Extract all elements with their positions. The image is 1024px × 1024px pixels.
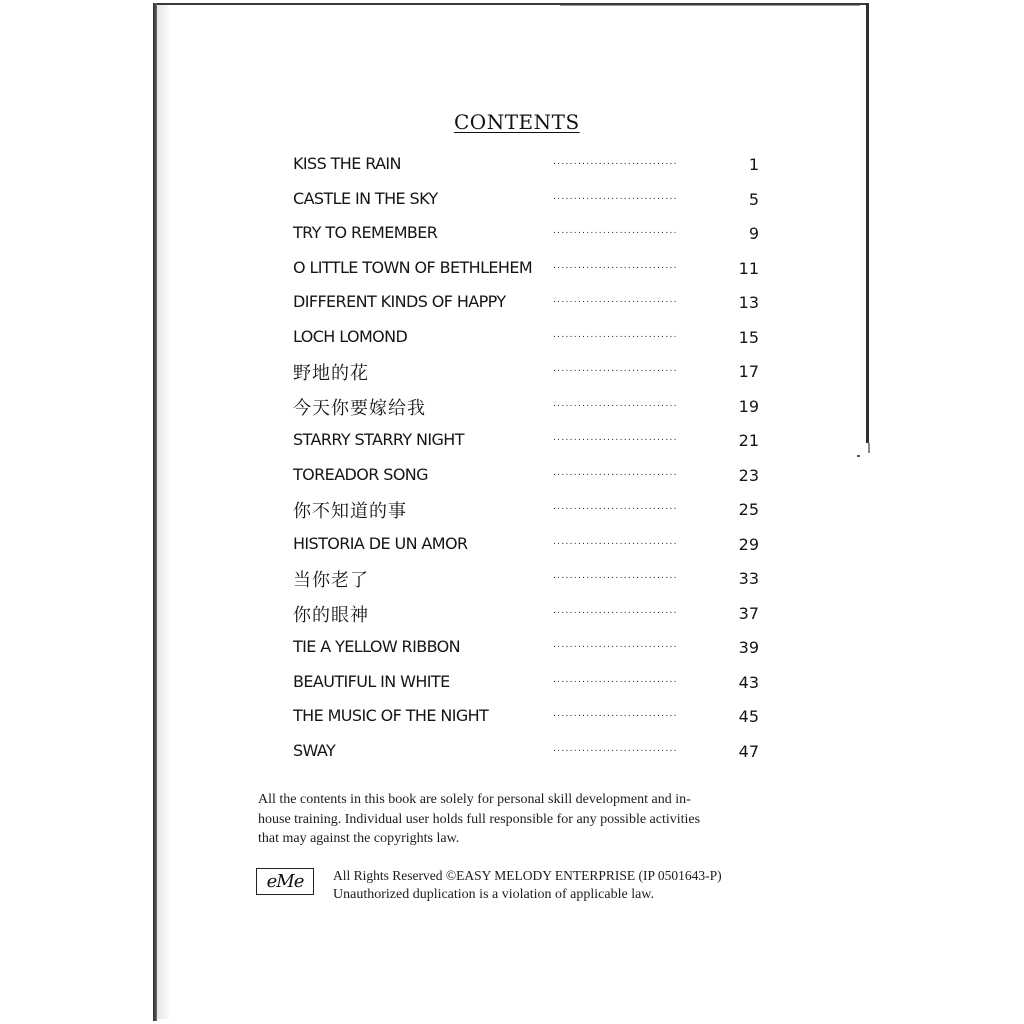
song-title: 你不知道的事 xyxy=(293,501,407,522)
page-number: 45 xyxy=(738,707,759,726)
dot-leader: .............................. xyxy=(553,572,678,580)
dot-leader: .............................. xyxy=(553,365,678,373)
dot-leader: .............................. xyxy=(553,710,678,718)
toc-entry xyxy=(293,562,763,597)
toc-entry xyxy=(293,493,763,528)
song-title: THE MUSIC OF THE NIGHT xyxy=(293,706,489,725)
song-title: BEAUTIFUL IN WHITE xyxy=(293,671,450,691)
song-title: DIFFERENT KINDS OF HAPPY xyxy=(293,292,506,311)
toc-entry xyxy=(293,459,763,494)
toc-entry xyxy=(293,390,763,425)
song-title: TIE A YELLOW RIBBON xyxy=(293,637,461,656)
page-number: 29 xyxy=(738,534,759,554)
song-title: 当你老了 xyxy=(293,570,369,591)
dot-leader: .............................. xyxy=(553,537,678,546)
usage-notice-line: house training. Individual user holds full responsible for any possible activities xyxy=(258,811,701,827)
page-number: 37 xyxy=(738,603,759,623)
toc-entry xyxy=(293,148,763,183)
page-edge-left-shadow xyxy=(157,5,171,1019)
dot-leader: .............................. xyxy=(553,641,678,649)
page-edge-right xyxy=(866,3,869,443)
toc-entry xyxy=(293,321,763,356)
dot-leader: .............................. xyxy=(553,503,678,511)
page-number: 17 xyxy=(738,362,759,381)
page-title: CONTENTS xyxy=(454,110,580,134)
toc-entry xyxy=(293,700,763,735)
toc-entry xyxy=(293,183,763,218)
page-number: 9 xyxy=(748,224,759,243)
song-title: O LITTLE TOWN OF BETHLEHEM xyxy=(293,257,533,277)
dot-leader: .............................. xyxy=(553,606,678,615)
toc-entry xyxy=(293,355,763,390)
dot-leader: .............................. xyxy=(553,261,678,270)
page-number: 33 xyxy=(738,569,759,588)
toc-entry xyxy=(293,217,763,252)
song-title: 野地的花 xyxy=(293,363,369,384)
page-number: 25 xyxy=(738,500,759,519)
copyright-block xyxy=(333,866,722,904)
scan-speck xyxy=(857,455,860,457)
dot-leader: .............................. xyxy=(553,744,678,753)
usage-notice-line: All the contents in this book are solely for personal skill development and in- xyxy=(258,792,691,807)
toc-entry xyxy=(293,286,763,321)
page-number: 5 xyxy=(748,189,759,209)
toc-entry xyxy=(293,528,763,563)
page-number: 11 xyxy=(738,258,759,278)
song-title: SWAY xyxy=(293,740,336,760)
page-number: 13 xyxy=(738,293,759,312)
page-number: 39 xyxy=(738,638,759,657)
song-title: KISS THE RAIN xyxy=(293,154,401,173)
table-of-contents xyxy=(293,148,763,769)
rights-reserved-line: All Rights Reserved ©EASY MELODY ENTERPRISE (IP 0501643-P) xyxy=(333,868,722,883)
toc-entry xyxy=(293,631,763,666)
toc-entry xyxy=(293,735,763,770)
song-title: 今天你要嫁给我 xyxy=(293,397,426,419)
song-title: LOCH LOMOND xyxy=(293,326,408,346)
dot-leader: .............................. xyxy=(553,192,678,201)
usage-notice-line: that may against the copyrights law. xyxy=(258,831,460,846)
duplication-warning: Unauthorized duplication is a violation of applicable law. xyxy=(333,887,654,902)
page-edge-right-fade xyxy=(868,443,870,453)
page-number: 23 xyxy=(738,465,759,485)
song-title: TOREADOR SONG xyxy=(293,464,428,484)
song-title: TRY TO REMEMBER xyxy=(293,223,438,242)
toc-entry xyxy=(293,252,763,287)
page-edge-top-light xyxy=(560,5,860,6)
song-title: HISTORIA DE UN AMOR xyxy=(293,533,468,553)
page-number: 43 xyxy=(738,672,759,692)
usage-notice xyxy=(258,790,788,849)
toc-entry xyxy=(293,597,763,632)
dot-leader: .............................. xyxy=(553,468,678,477)
song-title: CASTLE IN THE SKY xyxy=(293,188,438,208)
dot-leader: .............................. xyxy=(553,330,678,339)
dot-leader: .............................. xyxy=(553,296,678,304)
page-number: 19 xyxy=(738,396,759,416)
publisher-logo: eMe xyxy=(256,868,314,895)
song-title: 你的眼神 xyxy=(293,604,369,626)
page-number: 47 xyxy=(738,741,759,761)
dot-leader: .............................. xyxy=(553,399,678,408)
page-number: 1 xyxy=(748,155,759,174)
page-number: 15 xyxy=(738,327,759,347)
toc-entry xyxy=(293,424,763,459)
toc-entry xyxy=(293,666,763,701)
song-title: STARRY STARRY NIGHT xyxy=(293,430,464,449)
dot-leader: .............................. xyxy=(553,675,678,684)
dot-leader: .............................. xyxy=(553,158,678,166)
dot-leader: .............................. xyxy=(553,434,678,442)
page-number: 21 xyxy=(738,431,759,450)
dot-leader: .............................. xyxy=(553,227,678,235)
